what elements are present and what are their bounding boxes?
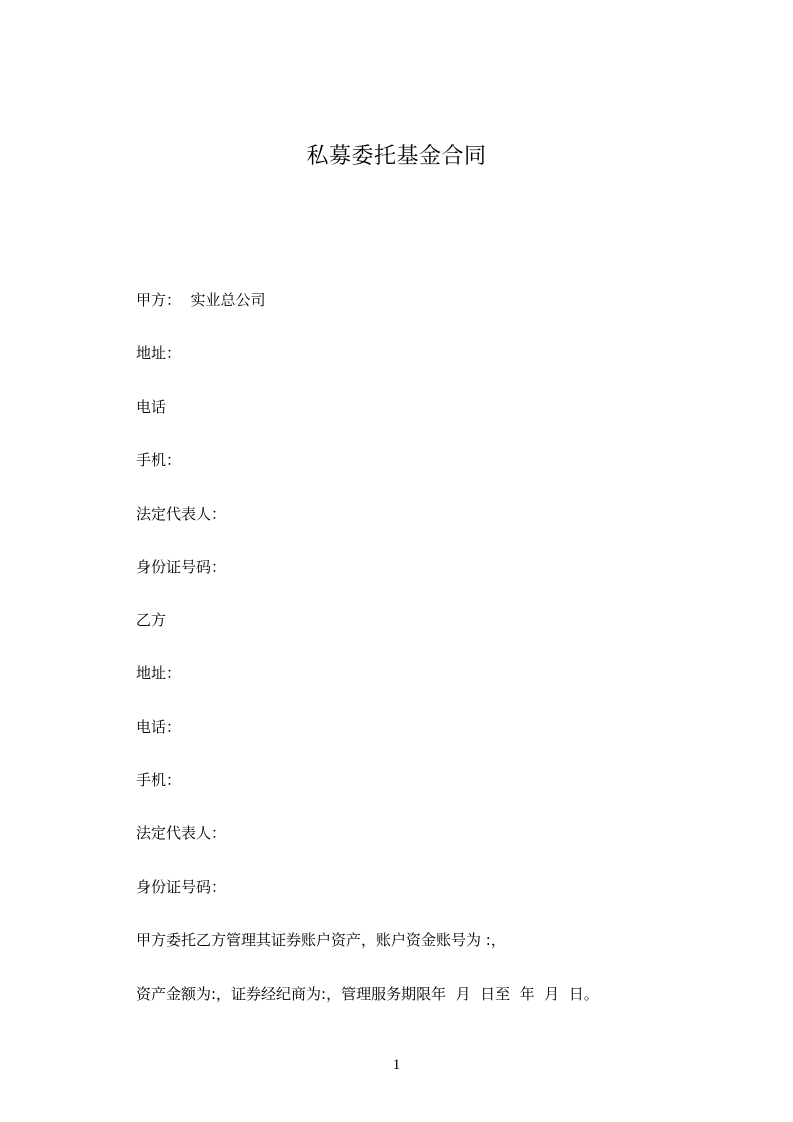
party-b-legal-representative: 法定代表人： (136, 824, 227, 842)
contract-clause-assets: 资产金额为:，证券经纪商为:，管理服务期限年 月 日至 年 月 日。 (136, 985, 599, 1003)
party-a-id-number: 身份证号码： (136, 558, 227, 576)
party-a-mobile: 手机： (136, 451, 182, 469)
party-b-id-number: 身份证号码： (136, 878, 227, 896)
page-number: 1 (392, 1057, 401, 1073)
document-title: 私募委托基金合同 (306, 144, 487, 169)
contract-clause-account: 甲方委托乙方管理其证券账户资产，账户资金账号为 :， (136, 931, 506, 949)
party-b-line: 乙方 (136, 611, 167, 629)
party-a-phone: 电话 (136, 398, 167, 416)
party-b-phone: 电话： (136, 718, 182, 736)
party-b-mobile: 手机： (136, 771, 182, 789)
party-a-address: 地址： (136, 344, 182, 362)
party-a-legal-representative: 法定代表人： (136, 505, 227, 523)
party-b-address: 地址： (136, 664, 182, 682)
party-a-line: 甲方： 实业总公司 (136, 291, 266, 309)
